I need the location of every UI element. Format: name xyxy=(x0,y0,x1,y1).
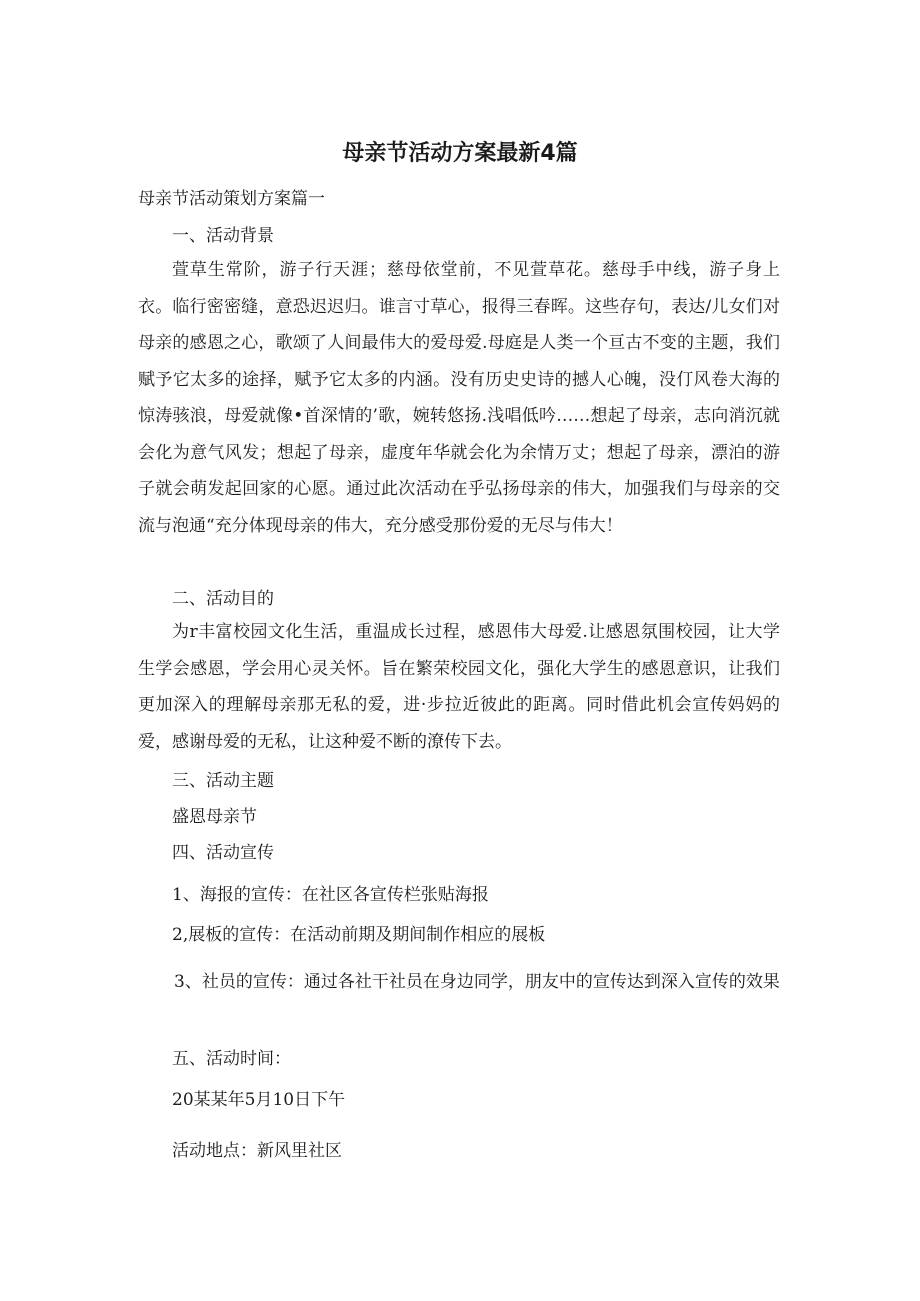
document-title: 母亲节活动方案最新4篇 xyxy=(342,141,578,166)
section-body-theme: 盛恩母亲节 xyxy=(172,807,257,827)
publicity-item-members: 3、社员的宣传：通过各社干社员在身边同学，朋友中的宣传达到深入宣传的效果 xyxy=(174,972,780,992)
event-place: 活动地点：新风里社区 xyxy=(172,1141,342,1161)
section-body-background: 萱草生常阶，游子行天涯；慈母依堂前，不见萱草花。慈母手中线，游子身上衣。临行密密缝，意恐迟迟归。谁言寸草心，报得三春晖。这些存句，表达/儿女们对母亲的感恩之心，歌颂了人间最伟大的爱母爱.母庭是人类一个亘古不变的主题，我们赋予它太多的途择，赋予它太多的内涵。没有历史史诗的撼人心魄，没仃风卷大海的惊涛骇浪，母爱就像•首深情的’歌，婉转悠扬.浅唱低吟……想起了母亲，志向消沉就会化为意气风发；想起了母亲，虚度年华就会化为余情万丈；想起了母亲，漂泊的游子就会萌发起回家的心愿。通过此次活动在乎弘扬母亲的伟大，加强我们与母亲的交流与泡通“充分体现母亲的伟大，充分感受那份爱的无尽与伟大！ xyxy=(138,260,780,536)
section-heading-theme: 三、活动主题 xyxy=(172,771,274,791)
event-time: 20某某年5月10日下午 xyxy=(172,1090,346,1110)
document-subtitle: 母亲节活动策划方案篇一 xyxy=(138,189,325,209)
publicity-item-poster: 1、海报的宣传：在社区各宣传栏张贴海报 xyxy=(172,885,489,905)
publicity-item-board: 2,展板的宣传：在活动前期及期间制作相应的展板 xyxy=(172,925,546,945)
section-heading-purpose: 二、活动目的 xyxy=(172,589,274,609)
section-heading-time: 五、活动时间： xyxy=(172,1049,291,1069)
section-heading-publicity: 四、活动宣传 xyxy=(172,843,274,863)
section-body-purpose: 为r丰富校园文化生活，重温成长过程，感恩伟大母爱.让感恩氛围校园，让大学生学会感恩，学会用心灵关怀。旨在繁荣校园文化，强化大学生的感恩意识，让我们更加深入的理解母亲那无私的爱，进·步拉近彼此的距离。同时借此机会宣传妈妈的爱，感谢母爱的无私，让这种爱不断的潦传下去。 xyxy=(138,622,780,752)
section-heading-background: 一、活动背景 xyxy=(172,226,274,246)
